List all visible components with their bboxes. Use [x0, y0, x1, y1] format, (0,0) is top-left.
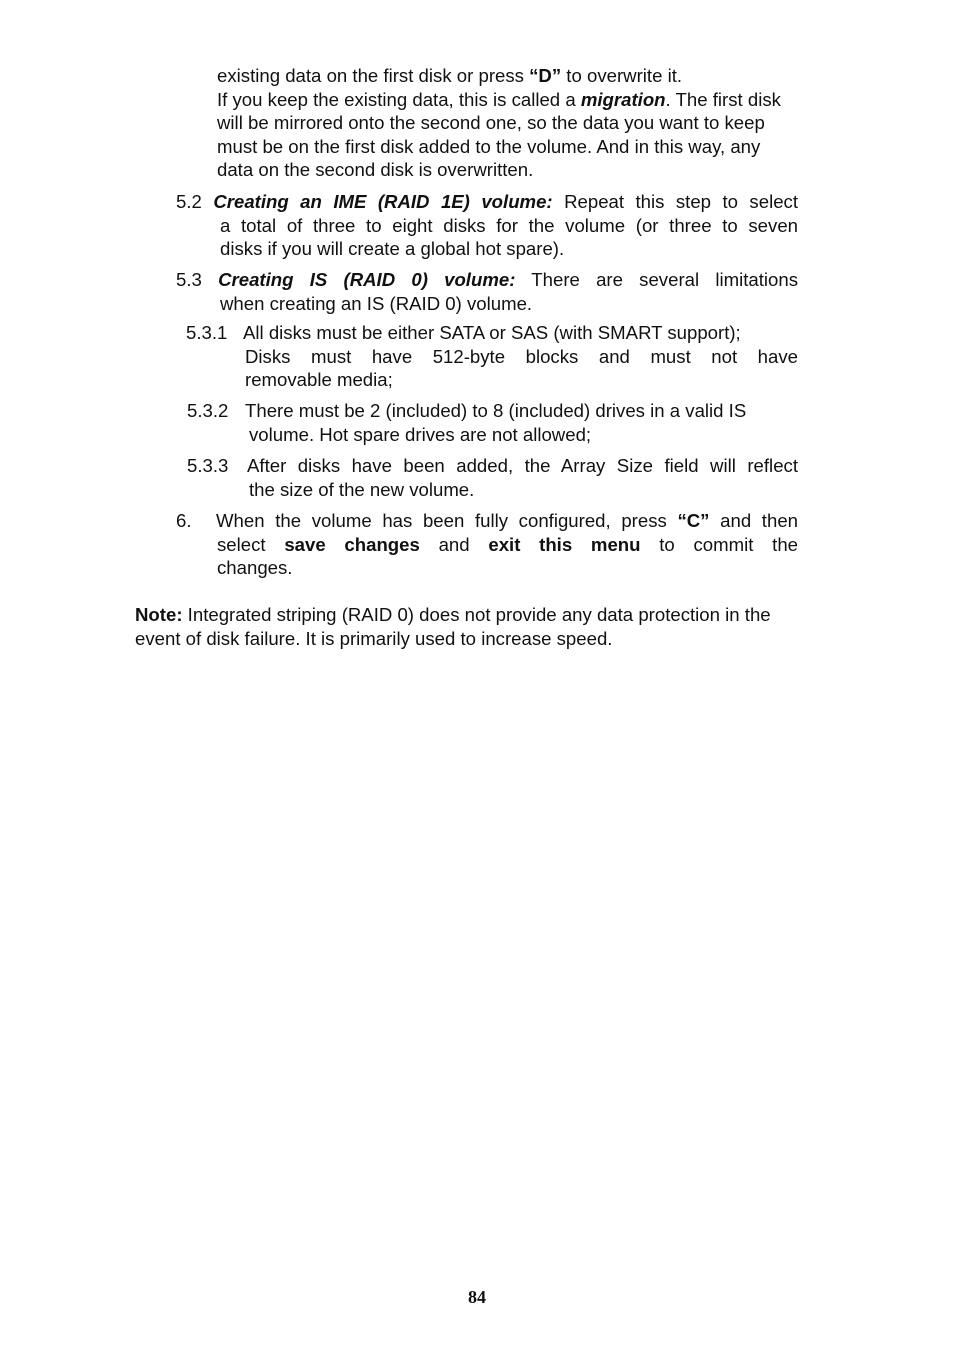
step-6	[216, 509, 798, 580]
save-changes-term: save changes	[284, 533, 420, 555]
text: to commit the	[640, 533, 799, 555]
step-5-3-3-number: 5.3.3	[187, 455, 229, 476]
continuation-paragraph	[217, 64, 842, 182]
step-5-2	[176, 190, 798, 261]
step-5-3-1	[243, 321, 798, 392]
term-migration: migration	[580, 88, 666, 110]
text: . The first disk	[665, 88, 781, 110]
key-d: “D”	[529, 65, 562, 86]
step-title: Creating IS (RAID 0) volume:	[218, 269, 516, 290]
step-5-3-3	[247, 454, 798, 501]
text-line	[216, 509, 798, 533]
text: to overwrite it.	[561, 65, 683, 86]
text-line	[217, 88, 842, 112]
text: Integrated striping (RAID 0) does not provide any data protection in the	[182, 604, 771, 625]
text-line: must be on the first disk added to the volume. And in this way, any	[217, 135, 761, 157]
text-line: when creating an IS (RAID 0) volume.	[220, 292, 533, 314]
text: select	[217, 533, 285, 555]
text: and then	[709, 510, 798, 531]
text: existing data on the first disk or press	[217, 65, 530, 86]
key-c: “C”	[677, 510, 710, 531]
text-line: event of disk failure. It is primarily used to increase speed.	[135, 627, 613, 649]
step-5-3	[176, 268, 798, 315]
step-5-3-2-number: 5.3.2	[187, 400, 229, 421]
text-line	[135, 603, 835, 627]
text-line: the size of the new volume.	[249, 478, 475, 500]
text: and	[419, 533, 489, 555]
text-line: There must be 2 (included) to 8 (included) drives in a valid IS	[245, 400, 747, 421]
note-paragraph	[135, 603, 835, 650]
text-line: Disks must have 512-byte blocks and must not have	[245, 345, 798, 367]
text: When the volume has been fully configured, press	[216, 510, 678, 531]
text: There are several limitations	[515, 269, 798, 290]
step-5-3-1-number: 5.3.1	[186, 322, 228, 343]
step-6-number: 6.	[176, 510, 192, 531]
text-line: disks if you will create a global hot spare).	[220, 238, 565, 260]
text-line: volume. Hot spare drives are not allowed;	[249, 423, 592, 445]
exit-menu-term: exit this menu	[488, 533, 641, 555]
step-number: 5.2	[176, 191, 214, 212]
text-line: will be mirrored onto the second one, so the data you want to keep	[217, 112, 765, 134]
page-number: 84	[468, 1287, 486, 1307]
text: If you keep the existing data, this is called a	[217, 88, 581, 110]
text-line	[176, 190, 798, 214]
text-line: data on the second disk is overwritten.	[217, 159, 534, 181]
step-5-3-2	[245, 399, 798, 446]
text-line: All disks must be either SATA or SAS (with SMART support);	[243, 322, 741, 343]
text-line: After disks have been added, the Array Size field will reflect	[247, 455, 798, 476]
text-line	[217, 64, 842, 88]
text-line: changes.	[217, 557, 293, 579]
text-line: a total of three to eight disks for the volume (or three to seven	[220, 214, 798, 236]
text-line	[217, 533, 798, 557]
note-label: Note:	[135, 604, 183, 625]
text-line	[176, 268, 798, 292]
text-line: removable media;	[245, 369, 393, 391]
step-number: 5.3	[176, 269, 219, 290]
step-title: Creating an IME (RAID 1E) volume:	[213, 191, 553, 212]
text: Repeat this step to select	[552, 191, 799, 212]
